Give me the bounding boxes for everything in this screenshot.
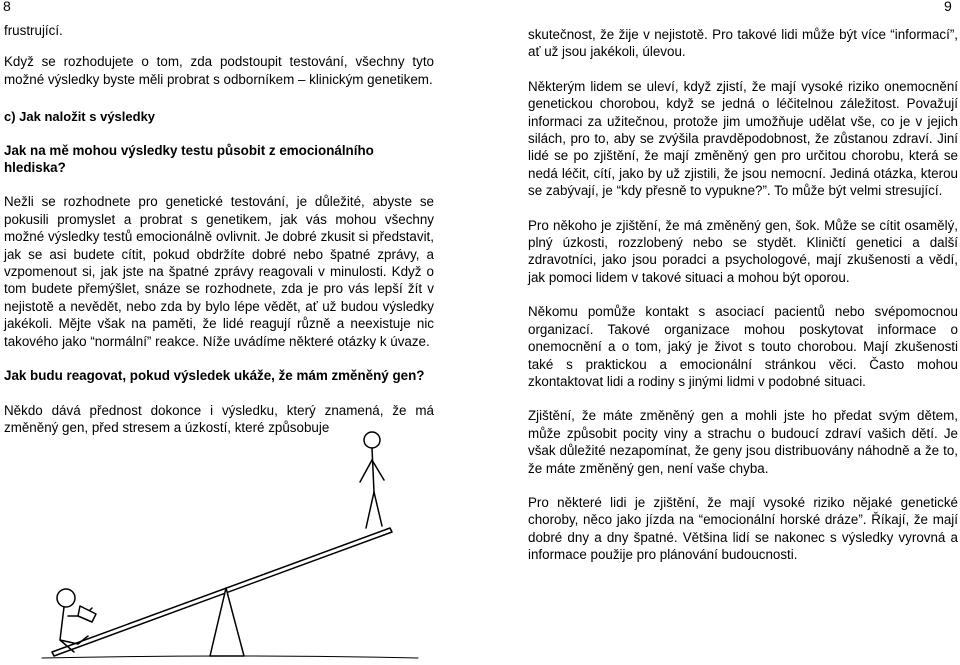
right-column: [528, 0, 958, 564]
page-number-right: 9: [944, 0, 952, 14]
paragraph-uncertainty: skutečnost, že žije v nejistotě. Pro takové lidi může být více “informací”, ať už jsou jakékoli, úlevou.: [528, 27, 958, 60]
paragraph-relief: Některým lidem se uleví, když zjistí, že mají vysoké riziko onemocnění genetickou chorobou, když se jedná o léčitelnou záležitost. Považují informaci za užitečnou, protože jim umožňuje udělat vše, co je v jejich silách, pro to, aby se zvýšila pravděpodobnost, že zůstanou zdraví. Jiní lidé se po zjištění, že mají změněný gen pro určitou chorobu, která se nedá léčit, cítí, jako by už zjistili, že jsou nemocní. Jediná otázka, kterou se zabývají, je “kdy přesně to vypukne?”. To může být velmi stresující.: [528, 78, 958, 199]
seesaw-illustration: [40, 430, 420, 662]
paragraph-frustrating: frustrující.: [4, 23, 63, 38]
section-heading-results: c) Jak naložit s výsledky: [4, 109, 156, 125]
standing-figure: [360, 432, 384, 528]
paragraph-passed-to-children: Zjištění, že máte změněný gen a mohli jste ho předat svým dětem, může způsobit pocity viny a strachu o budoucí zdraví vašich dětí. Je však důležité nezapomínat, že geny jsou distribuovány náhodně a že to, že máte změněný gen, není vaše chyba.: [528, 408, 958, 476]
left-column: [4, 0, 434, 436]
paragraph-decide-testing: Když se rozhodujete o tom, zda podstoupit testování, všechny tyto možné výsledky byste měli probrat s odborníkem – klinickým genetikem.: [4, 54, 434, 87]
paragraph-before-testing: Nežli se rozhodnete pro genetické testování, je důležité, abyste se pokusili promyslet a probrat s genetikem, jak vás mohou všechny možné výsledky testů emocionálně ovlivnit. Je dobré zkusit si představit, jak se asi budete cítit, pokud obdržíte dobré nebo špatné zprávy, a vzpomenout si, jak jste na špatné zprávy reagovali v minulosti. Když o tom budete přemýšlet, snáze se rozhodnete, zda je pro vás lepší žít v nejistotě a nevědět, nebo zda by bylo lépe vědět, ať už budou výsledky jakékoli. Mějte však na paměti, že lidé reagují různě a neexistuje nic takového jako “normální” reakce. Níže uvádíme některé otázky k úvaze.: [4, 194, 434, 349]
paragraph-shock: Pro někoho je zjištění, že má změněný gen, šok. Může se cítit osamělý, plný úzkosti, rozzlobený nebo se stydět. Kliničtí genetici a další zdravotníci, jako jsou poradci a psychologové, mají zkušenosti a vědí, jak pomoci lidem v takové situaci a mohou být oporou.: [528, 217, 958, 285]
subheading-emotional-impact: Jak na mě mohou výsledky testu působit z emocionálního hlediska?: [4, 142, 374, 176]
paragraph-emotional-rollercoaster: Pro některé lidi je zjištění, že mají vysoké riziko nějaké genetické choroby, něco jako jízda na “emocionální horské dráze”. Říkají, že mají dobré dny a dny špatné. Většina lidí se nakonec s výsledky vyrovná a informace použije pro plánování budoucnosti.: [528, 494, 958, 563]
page-number-left: 8: [3, 0, 11, 14]
paragraph-patient-association: Někomu pomůže kontakt s asociací pacientů nebo svépomocnou organizací. Takové organizace mohou poskytovat informace o onemocnění a o tom, jaký je život s touto chorobou. Mají zkušenosti také s praktickou a emocionální stránkou věci. Často mohou zkontaktovat lidi a rodiny s jinými lidmi v podobné situaci.: [528, 304, 958, 389]
subheading-react-changed-gene: Jak budu reagovat, pokud výsledek ukáže, že mám změněný gen?: [4, 368, 425, 384]
paragraph-prefer-result: Někdo dává přednost dokonce i výsledku, který znamená, že má změněný gen, před stresem a úzkostí, které způsobuje: [4, 402, 434, 435]
seesaw-fulcrum: [210, 588, 244, 656]
